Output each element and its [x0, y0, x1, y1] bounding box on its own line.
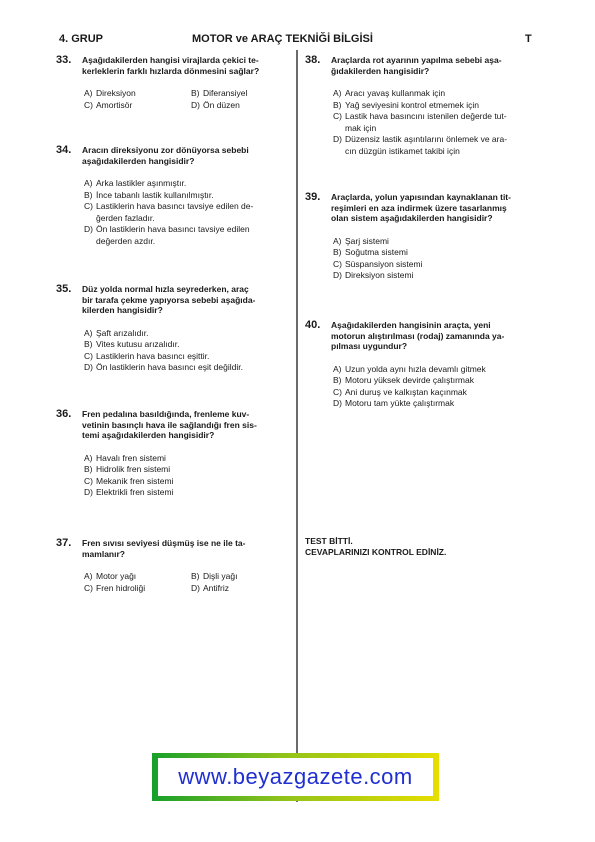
option-letter: C) [84, 201, 93, 211]
option-letter: B) [333, 247, 342, 257]
question-stem [56, 284, 292, 316]
question-text [331, 55, 545, 76]
option-text-line: Şaft arızalıdır. [96, 327, 149, 338]
option-letter: A) [333, 363, 342, 374]
question-text [82, 538, 292, 559]
option-letter: B) [191, 88, 200, 98]
question-text [82, 55, 292, 76]
answer-options [305, 236, 545, 282]
question-38 [305, 55, 545, 157]
question-number: 33. [56, 54, 72, 66]
option-letter: C) [333, 386, 342, 397]
question-35 [56, 284, 292, 374]
option-text [96, 453, 292, 465]
option-text [96, 88, 191, 100]
question-text-line: kerleklerin farklı hızlarda dönmesini sağlar? [82, 65, 260, 76]
question-stem [56, 409, 292, 441]
option-letter: D) [333, 134, 342, 144]
question-40 [305, 320, 545, 410]
option-text-line: Şarj sistemi [345, 235, 389, 246]
question-text-line: Düz yolda normal hızla seyrederken, araç [82, 284, 249, 294]
answer-options [56, 178, 292, 247]
answer-options [305, 88, 545, 157]
option-letter: C) [84, 582, 93, 593]
answer-options [56, 88, 292, 111]
answer-option-d[interactable] [333, 270, 545, 282]
answer-options [305, 364, 545, 410]
end-note [305, 536, 446, 558]
question-number: 38. [305, 54, 321, 66]
question-number: 35. [56, 283, 72, 295]
option-letter: B) [191, 571, 200, 581]
question-34 [56, 145, 292, 247]
option-letter: B) [84, 339, 93, 349]
option-letter: A) [84, 571, 93, 581]
option-letter: D) [84, 487, 93, 497]
option-text-line: Ön düzen [203, 99, 240, 110]
option-text [345, 398, 545, 410]
option-text-line: Amortisör [96, 99, 133, 110]
option-text [96, 476, 292, 488]
answer-option-a[interactable] [84, 178, 292, 190]
option-text-line: Lastiklerin hava basıncı eşittir. [96, 350, 210, 361]
option-text-line: Süspansiyon sistemi [345, 258, 423, 269]
answer-option-b[interactable] [84, 464, 292, 476]
option-letter: A) [84, 327, 93, 338]
option-letter: B) [333, 99, 342, 110]
option-text [345, 134, 545, 157]
option-text [203, 571, 291, 583]
option-letter: D) [333, 270, 342, 280]
question-text [331, 192, 545, 224]
option-text [345, 375, 545, 387]
question-36 [56, 409, 292, 499]
option-text-line: Soğutma sistemi [345, 247, 408, 257]
answer-option-b[interactable] [84, 190, 292, 202]
option-text [203, 100, 291, 112]
question-text-line: Aşağıdakilerden hangisi virajlarda çekici te- [82, 55, 259, 65]
question-stem [305, 320, 545, 352]
answer-option-d[interactable] [191, 583, 291, 595]
option-text-line: Uzun yolda aynı hızla devamlı gitmek [345, 363, 486, 374]
question-stem [305, 55, 545, 76]
answer-option-b[interactable] [191, 571, 291, 583]
option-text-line: Aracı yavaş kullanmak için [345, 88, 446, 98]
option-letter: B) [84, 464, 93, 474]
question-text-line: Aşağıdakilerden hangisinin araçta, yeni [331, 320, 491, 330]
option-letter: B) [84, 189, 93, 200]
option-text [96, 190, 292, 202]
option-text [96, 487, 292, 499]
option-text-line: Düzensiz lastik aşıntılarını önlemek ve ara- [345, 134, 508, 144]
option-text [96, 224, 292, 247]
option-letter: C) [84, 475, 93, 486]
answer-option-b[interactable] [333, 247, 545, 259]
answer-option-b[interactable] [333, 375, 545, 387]
option-text-line: Arka lastikler aşınmıştır. [96, 178, 187, 188]
question-number: 36. [56, 408, 72, 420]
answer-option-c[interactable] [84, 476, 292, 488]
question-text-line: bir tarafa çekme yapıyorsa sebebi aşağıda- [82, 294, 256, 305]
answer-option-d[interactable] [333, 398, 545, 410]
watermark-text[interactable]: www.beyazgazete.com [178, 764, 413, 789]
exam-title: MOTOR ve ARAÇ TEKNİĞİ BİLGİSİ [192, 33, 373, 45]
option-text-line: cın düzgün istikamet takibi için [345, 145, 460, 156]
option-letter: A) [84, 452, 93, 463]
question-text-line: vetinin basınçlı hava ile sağlandığı fren sis- [82, 419, 257, 430]
option-text [345, 259, 545, 271]
option-text-line: mak için [345, 122, 377, 133]
answer-option-c[interactable] [84, 100, 191, 112]
option-text-line: değerden azdır. [96, 235, 156, 246]
question-text-line: reşimleri en aza indirmek üzere tasarlanmış [331, 202, 507, 213]
option-text-line: Antifriz [203, 582, 229, 593]
option-text [345, 88, 545, 100]
option-text-line: Ani duruş ve kalkıştan kaçınmak [345, 386, 467, 397]
answer-option-a[interactable] [84, 453, 292, 465]
option-text-line: Fren hidroliği [96, 582, 146, 593]
option-letter: A) [84, 88, 93, 98]
answer-option-d[interactable] [84, 362, 292, 374]
option-text-line: Dişli yağı [203, 571, 238, 581]
option-text [96, 178, 292, 190]
question-text-line: olan sistem aşağıdakilerden hangisidir? [331, 213, 493, 223]
question-number: 37. [56, 537, 72, 549]
question-text-line: Fren sıvısı seviyesi düşmüş ise ne ile ta- [82, 538, 246, 548]
answer-option-b[interactable] [84, 339, 292, 351]
option-text-line: Yağ seviyesini kontrol etmemek için [345, 99, 480, 110]
answer-option-c[interactable] [333, 111, 545, 134]
question-text-line: Fren pedalına basıldığında, frenleme kuv- [82, 409, 250, 419]
option-letter: A) [333, 235, 342, 246]
option-text-line: Mekanik fren sistemi [96, 475, 174, 486]
option-text [345, 387, 545, 399]
question-text-line: temi aşağıdakilerden hangisidir? [82, 430, 215, 440]
question-text-line: motorun alıştırılması (rodaj) zamanında ya- [331, 330, 505, 341]
option-letter: D) [84, 362, 93, 372]
option-text-line: Vites kutusu arızalıdır. [96, 339, 180, 349]
question-text-line: Aracın direksiyonu zor dönüyorsa sebebi [82, 145, 249, 155]
option-text [96, 328, 292, 340]
option-letter: D) [84, 224, 93, 234]
question-text [82, 409, 292, 441]
question-stem [305, 192, 545, 224]
option-text [96, 464, 292, 476]
option-text-line: Motoru tam yükte çalıştırmak [345, 398, 455, 408]
option-text [96, 351, 292, 363]
answer-option-b[interactable] [191, 88, 291, 100]
option-letter: B) [333, 375, 342, 385]
answer-options [56, 453, 292, 499]
booklet-type: T [525, 33, 532, 45]
option-text-line: Lastik hava basıncını istenilen değerde tut- [345, 111, 507, 121]
answer-option-c[interactable] [84, 351, 292, 363]
answer-option-b[interactable] [333, 100, 545, 112]
option-text [96, 571, 191, 583]
option-text-line: Lastiklerin hava basıncı tavsiye edilen de- [96, 201, 254, 211]
answer-option-d[interactable] [333, 134, 545, 157]
option-text [96, 339, 292, 351]
question-text-line: pılması uygundur? [331, 341, 408, 351]
answer-option-c[interactable] [84, 201, 292, 224]
option-letter: D) [191, 582, 200, 593]
option-text [96, 201, 292, 224]
question-text-line: mamlanır? [82, 548, 125, 559]
option-text-line: Motoru yüksek devirde çalıştırmak [345, 375, 474, 385]
question-37 [56, 538, 292, 594]
option-text-line: Ön lastiklerin hava basıncı tavsiye edilen [96, 224, 250, 234]
option-text-line: Havalı fren sistemi [96, 452, 166, 463]
option-letter: A) [84, 178, 93, 188]
option-text-line: Ön lastiklerin hava basıncı eşit değildir. [96, 362, 243, 372]
question-text-line: kilerden hangisidir? [82, 305, 163, 315]
answer-option-c[interactable] [333, 387, 545, 399]
option-text [96, 583, 191, 595]
question-39 [305, 192, 545, 282]
watermark-inner [158, 758, 433, 796]
exam-header [0, 33, 595, 49]
answer-option-d[interactable] [84, 224, 292, 247]
answer-option-a[interactable] [333, 88, 545, 100]
group-label: 4. GRUP [59, 33, 104, 45]
answer-option-a[interactable] [84, 571, 191, 583]
option-text-line: Direksiyon sistemi [345, 270, 414, 280]
option-letter: A) [333, 88, 342, 98]
option-text [345, 236, 545, 248]
question-stem [56, 538, 292, 559]
question-stem [56, 55, 292, 76]
question-33 [56, 55, 292, 111]
question-text-line: Araçlarda, yolun yapısından kaynaklanan tit- [331, 192, 511, 202]
answer-options [56, 571, 292, 594]
option-text-line: Elektrikli fren sistemi [96, 487, 174, 497]
watermark-banner[interactable] [152, 753, 439, 801]
option-text-line: ğerden fazladır. [96, 212, 155, 223]
end-note-line: CEVAPLARINIZI KONTROL EDİNİZ. [305, 547, 447, 557]
option-text-line: Direksiyon [96, 88, 136, 98]
option-text-line: Hidrolik fren sistemi [96, 464, 171, 474]
answer-option-a[interactable] [84, 328, 292, 340]
option-letter: C) [84, 350, 93, 361]
question-text-line: ğıdakilerden hangisidir? [331, 65, 430, 76]
option-text [345, 111, 545, 134]
answer-option-a[interactable] [84, 88, 191, 100]
question-number: 39. [305, 191, 321, 203]
answer-option-c[interactable] [333, 259, 545, 271]
option-text [345, 100, 545, 112]
option-text-line: İnce tabanlı lastik kullanılmıştır. [96, 189, 214, 200]
option-letter: C) [84, 99, 93, 110]
answer-options [56, 328, 292, 374]
question-text [82, 284, 292, 316]
end-note-line: TEST BİTTİ. [305, 536, 353, 546]
question-text-line: aşağıdakilerden hangisidir? [82, 155, 195, 166]
question-number: 40. [305, 319, 321, 331]
question-text [331, 320, 545, 352]
option-letter: D) [191, 99, 200, 110]
answer-option-d[interactable] [191, 100, 291, 112]
option-text [96, 362, 292, 374]
option-text [345, 247, 545, 259]
answer-option-d[interactable] [84, 487, 292, 499]
option-text-line: Motor yağı [96, 571, 137, 581]
option-text [345, 270, 545, 282]
question-text [82, 145, 292, 166]
answer-option-a[interactable] [333, 236, 545, 248]
question-number: 34. [56, 144, 72, 156]
option-letter: C) [333, 111, 342, 121]
question-text-line: Araçlarda rot ayarının yapılma sebebi aşa- [331, 55, 502, 65]
option-text [203, 583, 291, 595]
answer-option-a[interactable] [333, 364, 545, 376]
question-stem [56, 145, 292, 166]
option-letter: C) [333, 258, 342, 269]
option-text-line: Diferansiyel [203, 88, 248, 98]
column-divider [296, 50, 298, 802]
option-text [203, 88, 291, 100]
option-letter: D) [333, 398, 342, 408]
answer-option-c[interactable] [84, 583, 191, 595]
option-text [345, 364, 545, 376]
option-text [96, 100, 191, 112]
